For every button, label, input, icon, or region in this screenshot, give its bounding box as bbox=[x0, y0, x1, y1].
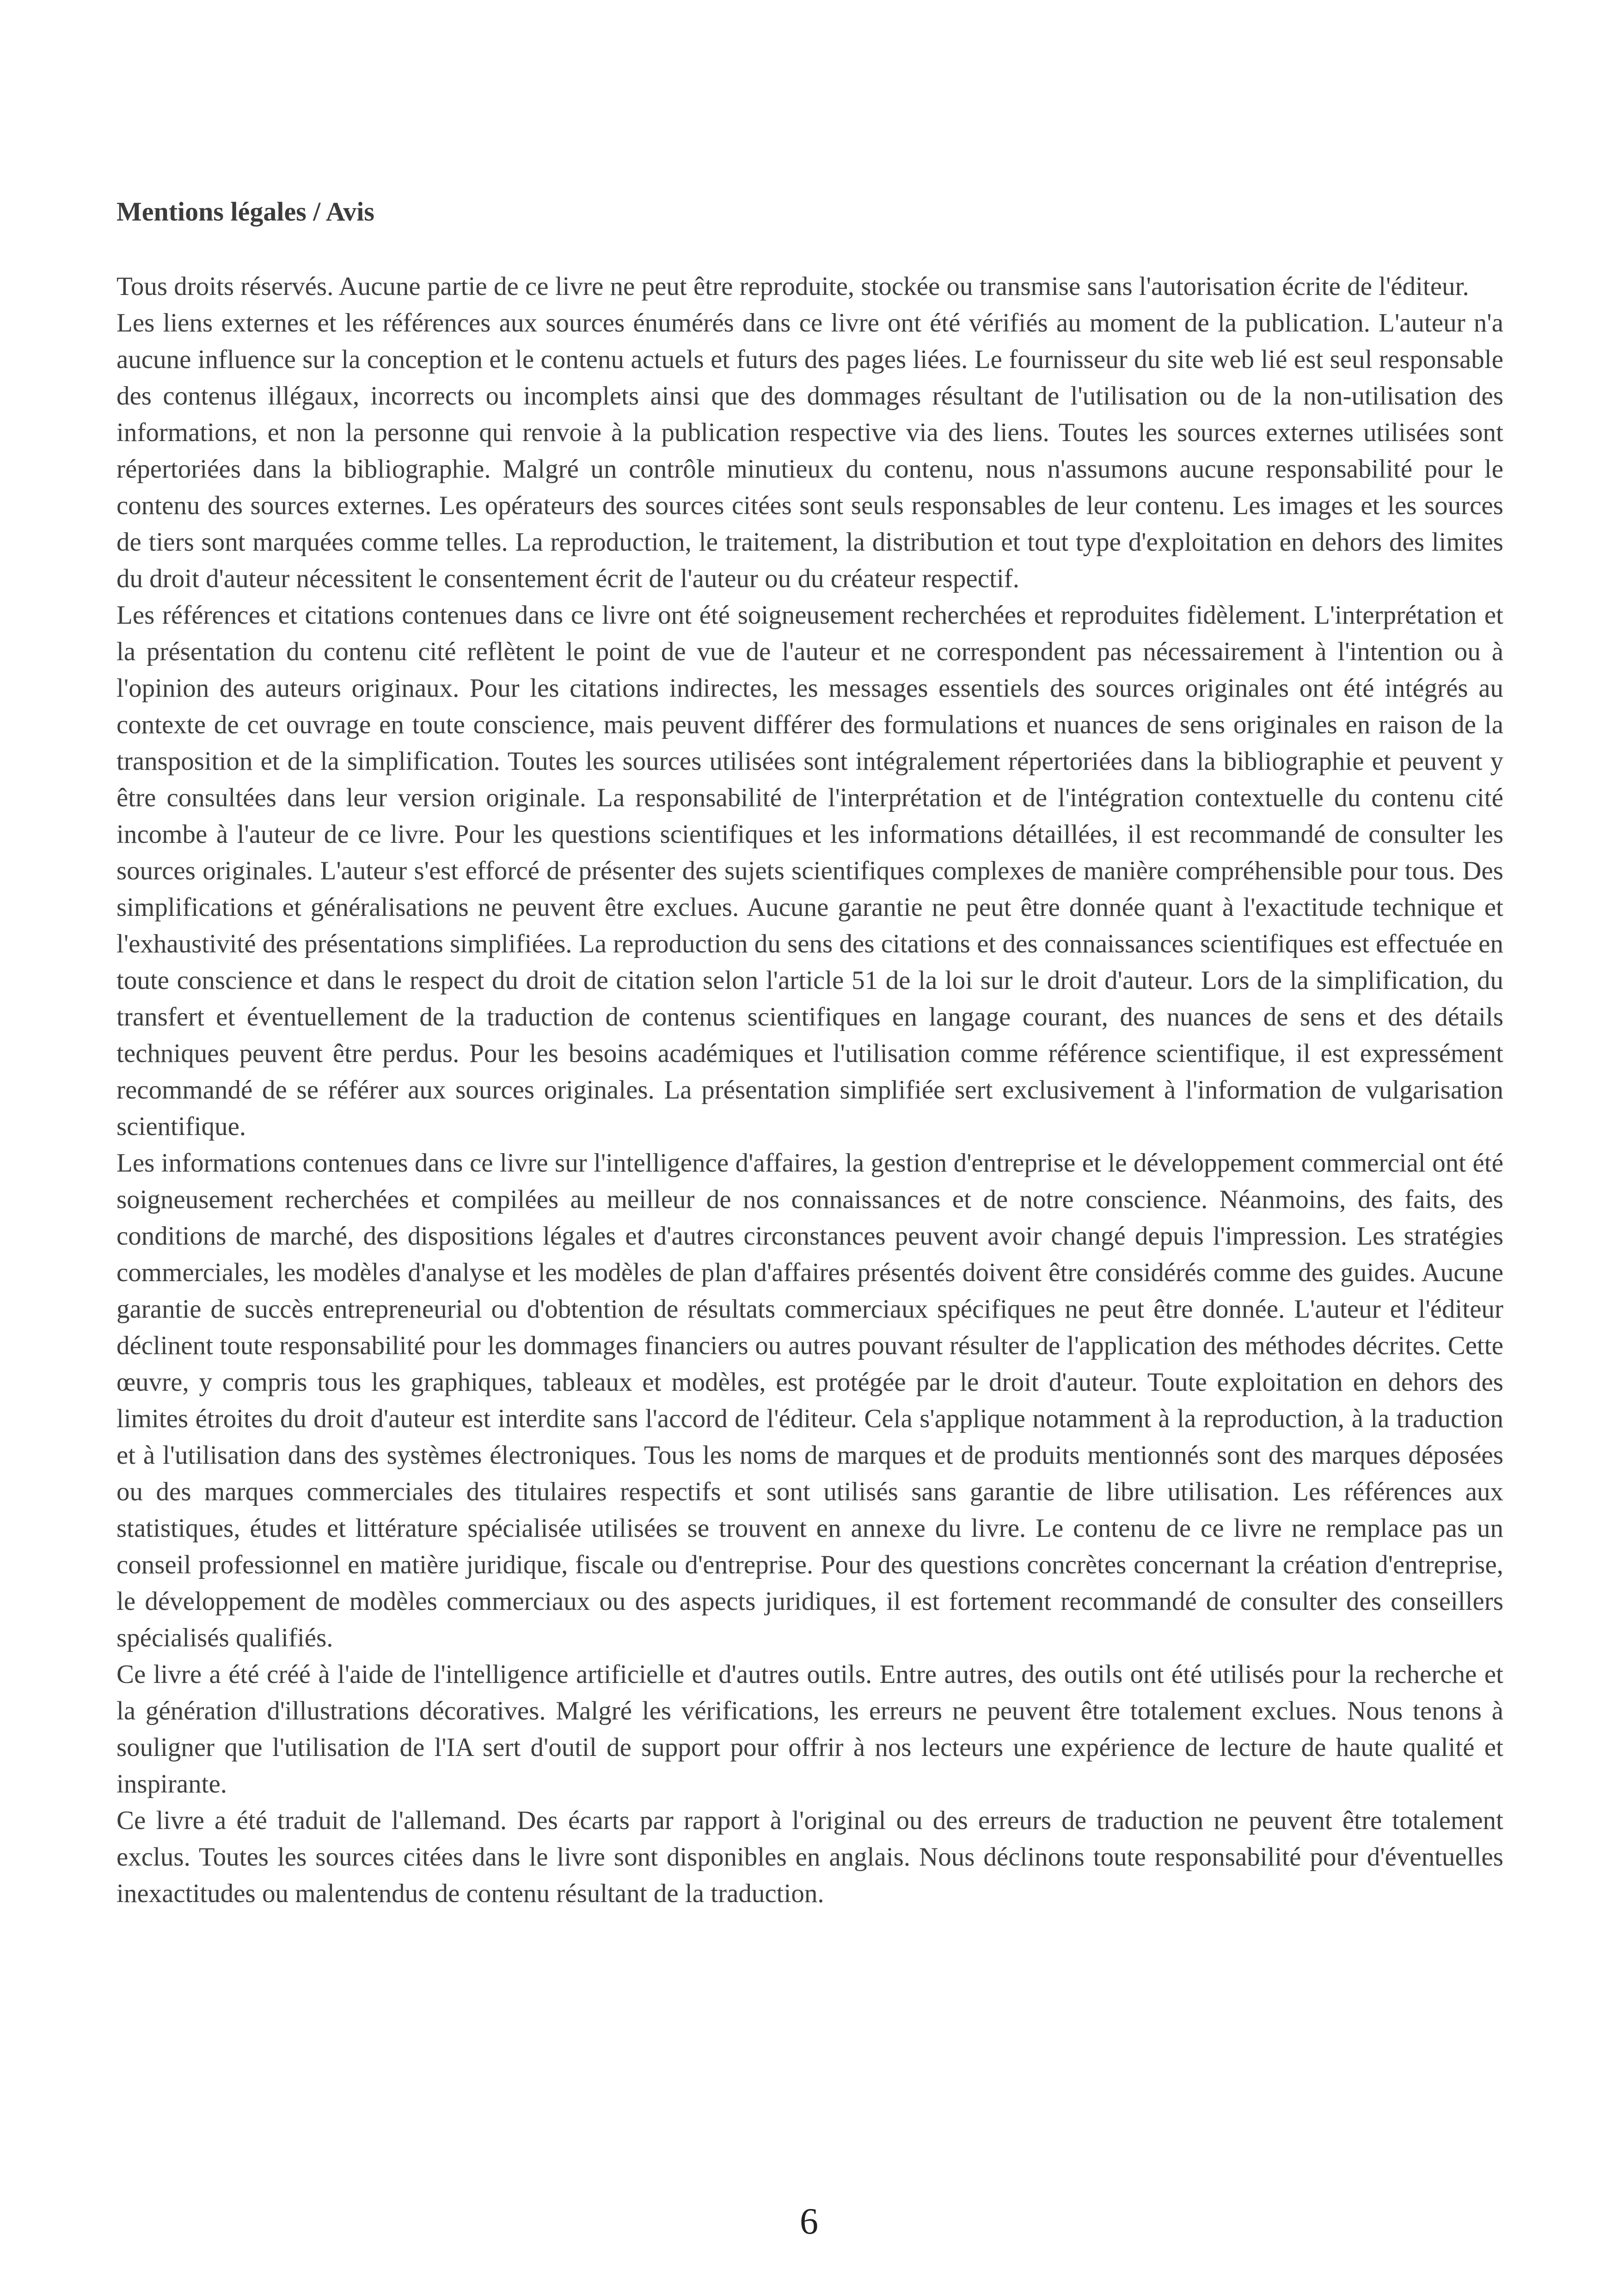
paragraph-translation: Ce livre a été traduit de l'allemand. Des écarts par rapport à l'original ou des erreurs de traduction ne peuvent être totalement exclus. Toutes les sources citées dans le livre sont disponibles en anglais. Nous déclinons toute responsabilité pour d'éventuelles inexactitudes ou malentendus de contenu résultant de la traduction. bbox=[116, 1806, 1503, 1908]
page-number: 6 bbox=[800, 2201, 818, 2242]
paragraph-business-information: Les informations contenues dans ce livre sur l'intelligence d'affaires, la gestion d'entreprise et le développement commercial ont été soigneusement recherchées et compilées au meilleur de nos connaissances et de notre conscience. Néanmoins, des faits, des conditions de marché, des dispositions légales et d'autres circonstances peuvent avoir changé depuis l'impression. Les stratégies commerciales, les modèles d'analyse et les modèles de plan d'affaires présentés doivent être considérés comme des guides. Aucune garantie de succès entrepreneurial ou d'obtention de résultats commerciaux spécifiques ne peut être donnée. L'auteur et l'éditeur déclinent toute responsabilité pour les dommages financiers ou autres pouvant résulter de l'application des méthodes décrites. Cette œuvre, y compris tous les graphiques, tableaux et modèles, est protégée par le droit d'auteur. Toute exploitation en dehors des limites étroites du droit d'auteur est interdite sans l'accord de l'éditeur. Cela s'applique notamment à la reproduction, à la traduction et à l'utilisation dans des systèmes électroniques. Tous les noms de marques et de produits mentionnés sont des marques déposées ou des marques commerciales des titulaires respectifs et sont utilisés sans garantie de libre utilisation. Les références aux statistiques, études et littérature spécialisée utilisées se trouvent en annexe du livre. Le contenu de ce livre ne remplace pas un conseil professionnel en matière juridique, fiscale ou d'entreprise. Pour des questions concrètes concernant la création d'entreprise, le développement de modèles commerciaux ou des aspects juridiques, il est fortement recommandé de consulter des conseillers spécialisés qualifiés. bbox=[116, 1148, 1503, 1652]
paragraph-external-links: Les liens externes et les références aux sources énumérés dans ce livre ont été vérifiés au moment de la publication. L'auteur n'a aucune influence sur la conception et le contenu actuels et futurs des pages liées. Le fournisseur du site web lié est seul responsable des contenus illégaux, incorrects ou incomplets ainsi que des dommages résultant de l'utilisation ou de la non-utilisation des informations, et non la personne qui renvoie à la publication respective via des liens. Toutes les sources externes utilisées sont répertoriées dans la bibliographie. Malgré un contrôle minutieux du contenu, nous n'assumons aucune responsabilité pour le contenu des sources externes. Les opérateurs des sources citées sont seuls responsables de leur contenu. Les images et les sources de tiers sont marquées comme telles. La reproduction, le traitement, la distribution et tout type d'exploitation en dehors des limites du droit d'auteur nécessitent le consentement écrit de l'auteur ou du créateur respectif. bbox=[116, 308, 1503, 593]
legal-notice-page bbox=[116, 193, 1503, 1912]
paragraph-copyright: Tous droits réservés. Aucune partie de ce livre ne peut être reproduite, stockée ou transmise sans l'autorisation écrite de l'éditeur. bbox=[116, 272, 1469, 301]
paragraph-ai-usage: Ce livre a été créé à l'aide de l'intelligence artificielle et d'autres outils. Entre autres, des outils ont été utilisés pour la recherche et la génération d'illustrations décoratives. Malgré les vérifications, les erreurs ne peuvent être totalement exclues. Nous tenons à souligner que l'utilisation de l'IA sert d'outil de support pour offrir à nos lecteurs une expérience de lecture de haute qualité et inspirante. bbox=[116, 1660, 1503, 1799]
page-title: Mentions légales / Avis bbox=[116, 196, 374, 227]
paragraph-citations: Les références et citations contenues dans ce livre ont été soigneusement recherchées et reproduites fidèlement. L'interprétation et la présentation du contenu cité reflètent le point de vue de l'auteur et ne correspondent pas nécessairement à l'intention ou à l'opinion des auteurs originaux. Pour les citations indirectes, les messages essentiels des sources originales ont été intégrés au contexte de cet ouvrage en toute conscience, mais peuvent différer des formulations et nuances de sens originales en raison de la transposition et de la simplification. Toutes les sources utilisées sont intégralement répertoriées dans la bibliographie et peuvent y être consultées dans leur version originale. La responsabilité de l'interprétation et de l'intégration contextuelle du contenu cité incombe à l'auteur de ce livre. Pour les questions scientifiques et les informations détaillées, il est recommandé de consulter les sources originales. L'auteur s'est efforcé de présenter des sujets scientifiques complexes de manière compréhensible pour tous. Des simplifications et généralisations ne peuvent être exclues. Aucune garantie ne peut être donnée quant à l'exactitude technique et l'exhaustivité des présentations simplifiées. La reproduction du sens des citations et des connaissances scientifiques est effectuée en toute conscience et dans le respect du droit de citation selon l'article 51 de la loi sur le droit d'auteur. Lors de la simplification, du transfert et éventuellement de la traduction de contenus scientifiques en langage courant, des nuances de sens et des détails techniques peuvent être perdus. Pour les besoins académiques et l'utilisation comme référence scientifique, il est expressément recommandé de se référer aux sources originales. La présentation simplifiée sert exclusivement à l'information de vulgarisation scientifique. bbox=[116, 601, 1503, 1141]
